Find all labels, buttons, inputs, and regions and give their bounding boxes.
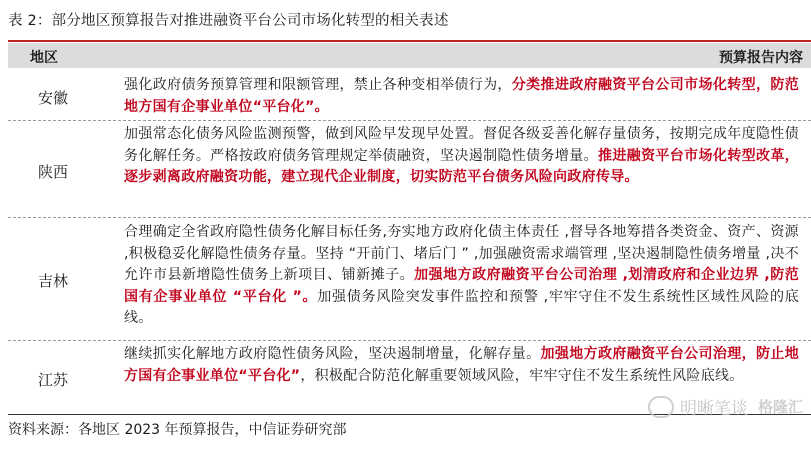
table-row-shaanxi: [8, 121, 811, 216]
row-content: [124, 124, 799, 189]
row-region: 安徽: [37, 89, 68, 107]
source-note: 资料来源：各地区 2023 年预算报告，中信证券研究部: [8, 422, 347, 438]
watermark: [648, 394, 803, 419]
row-region: 江苏: [37, 371, 68, 389]
header-region: 地区: [30, 50, 58, 66]
row-content: [124, 344, 799, 387]
table-header: [8, 43, 811, 68]
content-highlight: 分类推进政府融资平台公司市场化转型，防范地方国有企事业单位“平台化”。: [124, 77, 799, 115]
content-text: ，积极配合防范化解重要领域风险，牢牢守住不发生系统性风险底线。: [300, 367, 744, 384]
row-region: 陕西: [37, 163, 68, 181]
row-content: [124, 222, 799, 330]
content-highlight: 加强地方政府融资平台公司治理 ,划清政府和企业边界 ,防范国有企事业单位 “平台化 ”。: [124, 267, 800, 305]
content-highlight: 加强地方政府融资平台公司治理，防止地方国有企事业单位“平台化”: [124, 346, 799, 384]
watermark-text: 明晰笔谈: [679, 399, 748, 419]
row-region: 吉林: [37, 272, 68, 290]
content-text: 合理确定全省政府隐性债务化解目标任务,夯实地方政府化债主体责任 ,督导各地筹措各类资金、资产、资源 ,积极稳妥化解隐性债务存量。坚持 “开前门、堵后门 ” ,加强融资需求端管理 ,坚决遏制隐性债务增量 ,决不允许市县新增隐性债务上新项目、铺新摊子。: [124, 224, 799, 283]
content-text: 加强常态化债务风险监测预警，做到风险早发现早处置。督促各级妥善化解存量债务，按期完成年度隐性债务化解任务。严格按政府债务管理规定举债融资，坚决遏制隐性债务增量。: [124, 126, 799, 164]
wechat-icon: [648, 396, 674, 418]
row-content: [124, 75, 799, 118]
content-text: 加强债务风险突发事件监控和预警 ,牢牢守住不发生系统性区域性风险的底线。: [124, 288, 799, 326]
table-row-anhui: [8, 70, 811, 120]
content-highlight: 推进融资平台市场化转型改革，逐步剥离政府融资功能，建立现代企业制度，切实防范平台债务风险向政府传导。: [124, 147, 800, 185]
table-top-rule: [8, 40, 811, 42]
content-text: 继续抓实化解地方政府隐性债务风险，坚决遏制增量，化解存量。: [124, 346, 541, 362]
content-text: 强化政府债务预算管理和限额管理，禁止各种变相举债行为，: [124, 77, 512, 93]
table-caption: 表 2：部分地区预算报告对推进融资平台公司市场化转型的相关表述: [8, 13, 449, 29]
header-content: 预算报告内容: [719, 50, 803, 66]
table-row-jilin: [8, 218, 811, 338]
watermark-logo: 格隆汇: [757, 398, 803, 416]
